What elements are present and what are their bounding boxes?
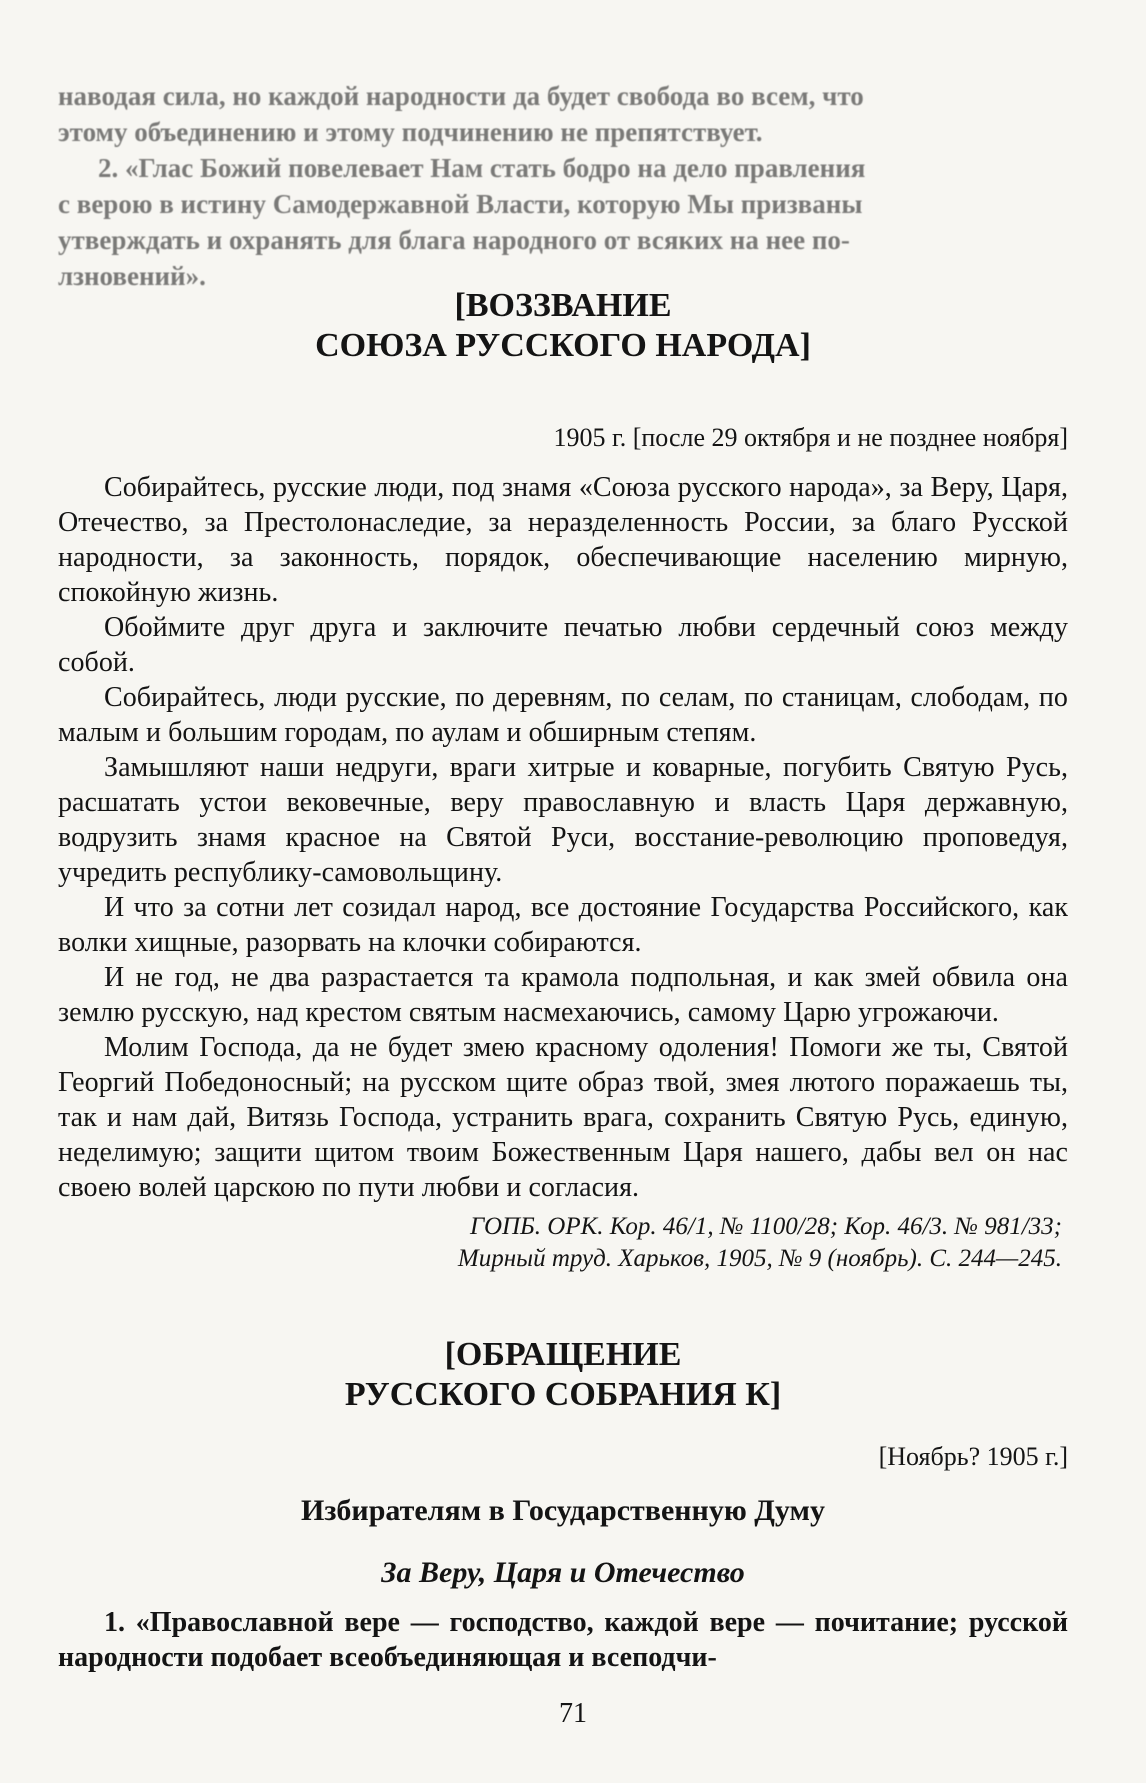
carryover-line: лзновений». [58, 261, 206, 291]
section2-title-line2: РУССКОГО СОБРАНИЯ К] [344, 1376, 782, 1413]
paragraph: И не год, не два разрастается та крамола подпольная, и как змей обвила она землю русскую, над крестом святым насмехаючись, самому Царю угрожаючи. [58, 962, 1068, 1028]
section1-title-line1: [ВОЗЗВАНИЕ [454, 287, 672, 324]
section1-title-line2: СОЮЗА РУССКОГО НАРОДА] [315, 327, 811, 364]
paragraph: Обоймите друг друга и заключите печатью любви сердечный союз между собой. [58, 612, 1068, 678]
section2-title-line1: [ОБРАЩЕНИЕ [444, 1336, 682, 1373]
section2-subtitle: Избирателям в Государственную Думу [301, 1494, 825, 1527]
section-address [58, 1335, 1068, 1675]
section1-source [58, 1211, 1062, 1275]
page [58, 78, 1068, 1675]
carryover-line: наводая сила, но каждой народности да будет свобода во всем, что [58, 81, 864, 111]
paragraph: Замышляют наши недруги, враги хитрые и коварные, погубить Святую Русь, расшатать устои вековечные, веру православную и власть Царя державную, водрузить знамя красное на Святой Руси, восстание-революцию проповедуя, учредить республику-самовольщину. [58, 752, 1068, 888]
carryover-line: утверждать и охранять для блага народного от всяких на нее по- [58, 225, 850, 255]
carryover-text [58, 78, 1068, 294]
carryover-line: 2. «Глас Божий повелевает Нам стать бодро на дело правления [98, 153, 866, 183]
section1-date: 1905 г. [после 29 октября и не позднее ноября] [553, 423, 1068, 452]
paragraph: И что за сотни лет созидал народ, все достояние Государства Российского, как волки хищные, разорвать на клочки собираются. [58, 892, 1068, 958]
section2-date: [Ноябрь? 1905 г.] [878, 1442, 1068, 1471]
section2-motto: За Веру, Царя и Отечество [381, 1556, 745, 1589]
paragraph: Собирайтесь, люди русские, по деревням, по селам, по станицам, слободам, по малым и большим городам, по аулам и обширным степям. [58, 682, 1068, 748]
section2-point1: 1. «Православной вере — господство, каждой вере — почитание; русской народности подобает всеобъединяющая и всеподчи- [58, 1607, 1068, 1673]
section1-body [58, 470, 1068, 1205]
paragraph: Молим Господа, да не будет змею красному одоления! Помоги же ты, Святой Георгий Победоносный; на русском щите образ твой, змея лютого поражаешь ты, так и нам дай, Витязь Господа, устранить врага, сохранить Святую Русь, единую, неделимую; защити щитом твоим Божественным Царя нашего, дабы вел он нас своею волей царскою по пути любви и согласия. [58, 1032, 1068, 1203]
carryover-line: этому объединению и этому подчинению не препятствует. [58, 117, 763, 147]
source-line: Мирный труд. Харьков, 1905, № 9 (ноябрь). С. 244—245. [457, 1245, 1062, 1272]
paragraph: Собирайтесь, русские люди, под знамя «Союза русского народа», за Веру, Царя, Отечество, за Престолонаследие, за неразделенность России, за благо Русской народности, за законность, порядок, обеспечивающие населению мирную, спокойную жизнь. [58, 472, 1068, 608]
carryover-line: с верою в истину Самодержавной Власти, которую Мы призваны [58, 189, 863, 219]
page-number: 71 [559, 1698, 587, 1729]
source-line: ГОПБ. ОРК. Кор. 46/1, № 1100/28; Кор. 46/3. № 981/33; [470, 1213, 1062, 1240]
